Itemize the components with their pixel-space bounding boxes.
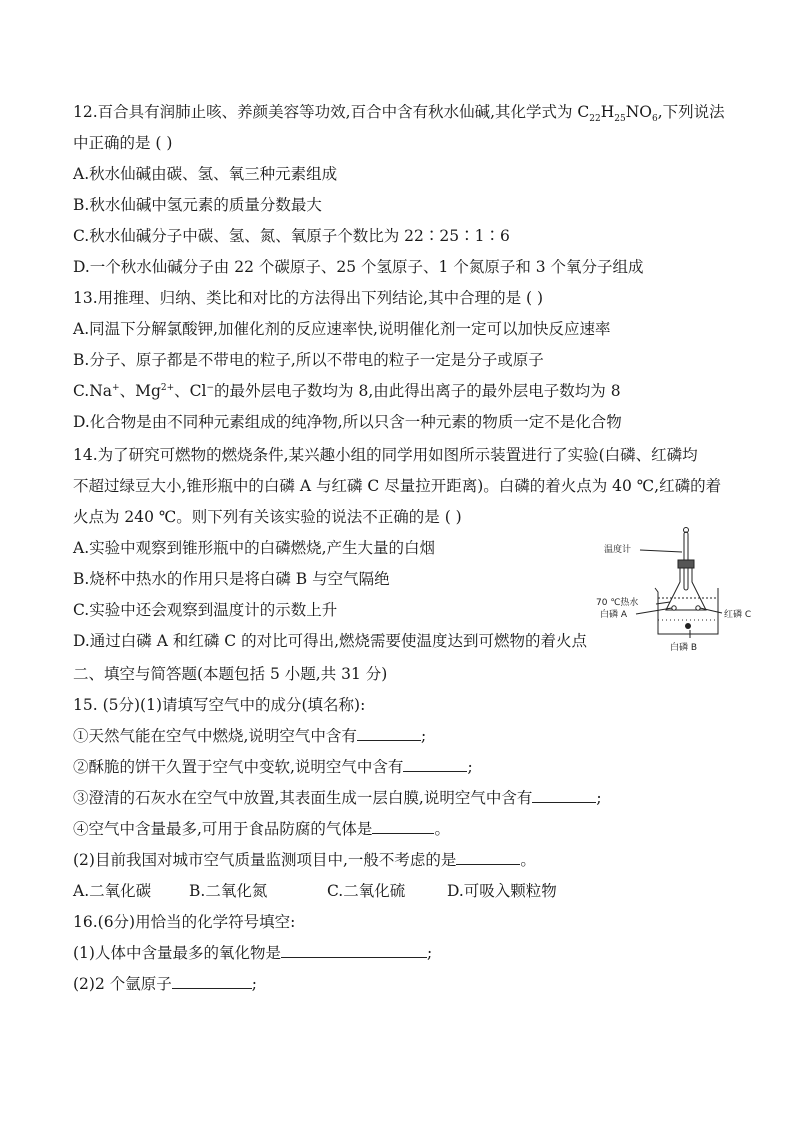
answer-blank[interactable] — [172, 974, 252, 989]
q14-stem-line1: 14.为了研究可燃物的燃烧条件,某兴趣小组的同学用如图所示装置进行了实验(白磷、红磷均 — [73, 446, 698, 464]
q15-choice-c: C.二氧化硫 — [327, 882, 406, 900]
q15-item-2-text: ②酥脆的饼干久置于空气中变软,说明空气中含有 — [73, 758, 404, 776]
answer-blank[interactable] — [532, 788, 596, 803]
cl-charge: − — [206, 382, 215, 393]
formula-c-subscript: 22 — [589, 114, 601, 125]
q15-item-3 — [73, 788, 602, 808]
q13-option-c-rest: 的最外层电子数均为 8,由此得出离子的最外层电子数均为 8 — [214, 382, 621, 400]
q16-item-2-end: ; — [251, 975, 257, 993]
q13-option-d: D.化合物是由不同种元素组成的纯净物,所以只含一种元素的物质一定不是化合物 — [73, 413, 622, 431]
q12-option-b: B.秋水仙碱中氢元素的质量分数最大 — [73, 196, 322, 214]
q15-item-4 — [73, 819, 450, 839]
q13-option-c-mg: 、Mg — [119, 382, 161, 400]
q14-stem-line3: 火点为 240 ℃。则下列有关该实验的说法不正确的是 ( ) — [73, 508, 462, 526]
mg-charge: 2+ — [160, 382, 175, 393]
q15-part-2 — [73, 850, 536, 870]
q14-option-a: A.实验中观察到锥形瓶中的白磷燃烧,产生大量的白烟 — [73, 539, 436, 557]
answer-blank[interactable] — [357, 726, 421, 741]
label-white-phosphorus-b: 白磷 B — [670, 643, 698, 653]
q15-item-3-end: ; — [596, 789, 602, 807]
q15-choice-b: B.二氧化氮 — [189, 882, 268, 900]
formula-no: NO — [625, 103, 653, 121]
q15-part-2-end: 。 — [520, 851, 536, 869]
q12-option-a: A.秋水仙碱由碳、氢、氧三种元素组成 — [73, 165, 338, 183]
label-hot-water: 70 ℃热水 — [596, 598, 639, 608]
white-phosphorus-a — [672, 606, 676, 610]
q15-item-4-text: ④空气中含量最多,可用于食品防腐的气体是 — [73, 820, 373, 838]
q13-option-c — [73, 381, 621, 401]
label-red-phosphorus-c: 红磷 C — [724, 610, 752, 620]
answer-blank[interactable] — [403, 757, 467, 772]
q12-stem-text: 12.百合具有润肺止咳、养颜美容等功效,百合中含有秋水仙碱,其化学式为 C — [73, 103, 590, 121]
q15-choice-d: D.可吸入颗粒物 — [447, 882, 557, 900]
formula-o-subscript: 6 — [652, 114, 658, 125]
q14-option-d: D.通过白磷 A 和红磷 C 的对比可得出,燃烧需要使温度达到可燃物的着火点 — [73, 632, 587, 650]
q16-item-2-text: (2)2 个氩原子 — [73, 975, 172, 993]
q13-option-c-na: C.Na — [73, 382, 113, 400]
q15-item-1-end: ; — [420, 727, 427, 745]
red-phosphorus-c — [696, 606, 700, 610]
q12-stem-line2: 中正确的是 ( ) — [73, 134, 173, 152]
label-thermometer: 温度计 — [604, 545, 632, 555]
q15-item-1 — [73, 726, 426, 746]
q15-item-1-text: ①天然气能在空气中燃烧,说明空气中含有 — [73, 727, 357, 745]
q15-item-2 — [73, 757, 473, 777]
q13-option-b: B.分子、原子都是不带电的粒子,所以不带电的粒子一定是分子或原子 — [73, 351, 544, 369]
white-phosphorus-b — [685, 623, 691, 629]
q14-option-c: C.实验中还会观察到温度计的示数上升 — [73, 601, 338, 619]
answer-blank[interactable] — [372, 819, 434, 834]
q15-part-2-text: (2)目前我国对城市空气质量监测项目中,一般不考虑的是 — [73, 851, 457, 869]
q15-item-2-end: ; — [467, 758, 473, 776]
na-charge: + — [112, 382, 120, 393]
formula-h-subscript: 25 — [614, 114, 626, 125]
stopper — [678, 560, 694, 568]
q12-stem-tail: ,下列说法 — [657, 103, 725, 121]
q16-item-1-text: (1)人体中含量最多的氧化物是 — [73, 944, 281, 962]
q15-item-4-end: 。 — [434, 820, 450, 838]
answer-blank[interactable] — [456, 850, 520, 865]
q12-option-d: D.一个秋水仙碱分子由 22 个碳原子、25 个氢原子、1 个氮原子和 3 个氧分子组成 — [73, 258, 644, 276]
q16-stem: 16.(6分)用恰当的化学符号填空: — [73, 913, 296, 931]
section-2-title: 二、填空与简答题(本题包括 5 小题,共 31 分) — [73, 665, 388, 683]
q15-choice-a: A.二氧化碳 — [73, 882, 152, 900]
q16-item-2 — [73, 974, 257, 994]
q16-item-1 — [73, 943, 432, 963]
formula-h: H — [600, 103, 615, 121]
q13-option-a: A.同温下分解氯酸钾,加催化剂的反应速率快,说明催化剂一定可以加快反应速率 — [73, 320, 611, 338]
q12-option-c: C.秋水仙碱分子中碳、氢、氮、氧原子个数比为 22∶25∶1∶6 — [73, 227, 510, 245]
q16-item-1-end: ; — [426, 944, 433, 962]
q14-stem-line2: 不超过绿豆大小,锥形瓶中的白磷 A 与红磷 C 尽量拉开距离)。白磷的着火点为 40 ℃,红磷的着 — [73, 477, 722, 495]
answer-blank[interactable] — [281, 943, 427, 958]
conical-flask-icon — [666, 568, 706, 610]
q15-stem: 15. (5分)(1)请填写空气中的成分(填名称): — [73, 696, 366, 714]
q14-option-b: B.烧杯中热水的作用只是将白磷 B 与空气隔绝 — [73, 570, 390, 588]
combustion-apparatus-figure — [592, 522, 764, 654]
q15-item-3-text: ③澄清的石灰水在空气中放置,其表面生成一层白膜,说明空气中含有 — [73, 789, 533, 807]
label-white-phosphorus-a: 白磷 A — [600, 610, 628, 620]
q12-stem-line1 — [73, 102, 725, 125]
q13-stem: 13.用推理、归纳、类比和对比的方法得出下列结论,其中合理的是 ( ) — [73, 289, 544, 307]
q13-option-c-cl: 、Cl — [174, 382, 207, 400]
